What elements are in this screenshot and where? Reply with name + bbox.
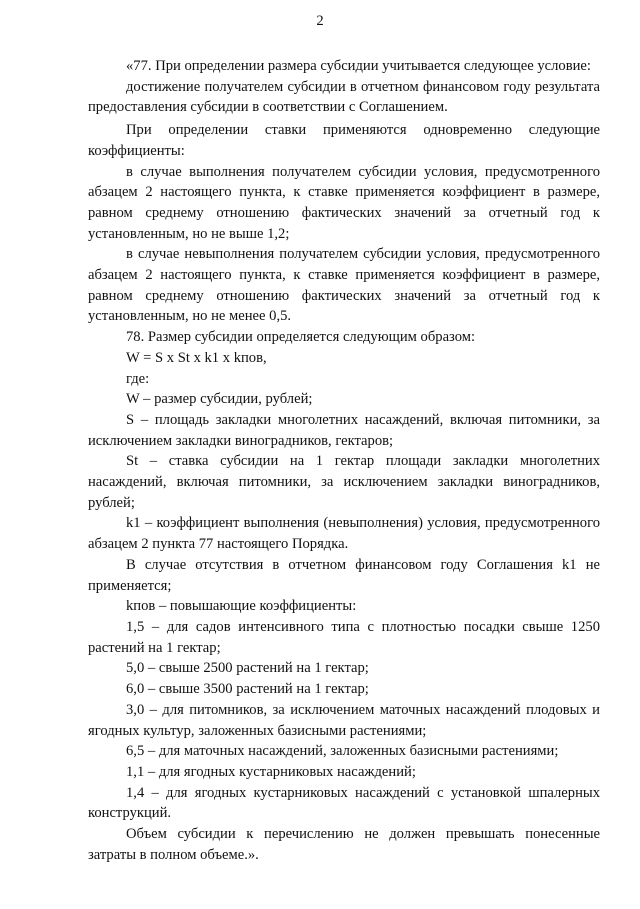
coefficient-3-0: 3,0 – для питомников, за исключением маточных насаждений плодовых и ягодных культур, заложенных базисными растениями; [88, 701, 600, 739]
coefficient-1-4: 1,4 – для ягодных кустарниковых насаждений с установкой шпалерных конструкций. [88, 784, 600, 822]
paragraph-fulfilment: в случае выполнения получателем субсидии условия, предусмотренного абзацем 2 настоящего пункта, к ставке применяется коэффициент в размере, равном среднему отношению фактических значений за отчетный год к установленным, но не выше 1,2; [88, 163, 600, 242]
coefficient-6-5: 6,5 – для маточных насаждений, заложенных базисными растениями; [126, 743, 559, 760]
paragraph-coefficients-intro: При определении ставки применяются одновременно следующие коэффициенты: [88, 122, 600, 159]
paragraph-77-intro: «77. При определении размера субсидии учитывается следующее условие: [126, 58, 591, 74]
definition-kpov: kпов – повышающие коэффициенты: [126, 598, 357, 615]
definition-w: W – размер субсидии, рублей; [126, 391, 313, 408]
definition-k1: k1 – коэффициент выполнения (невыполнения) условия, предусмотренного абзацем 2 пункта 77 настоящего Порядка. [88, 515, 600, 553]
coefficient-6-0: 6,0 – свыше 3500 растений на 1 гектар; [126, 681, 369, 698]
paragraph-condition: достижение получателем субсидии в отчетном финансовом году результата предоставления субсидии в соответствии с Соглашением. [88, 78, 600, 116]
paragraph-subsidy-limit: Объем субсидии к перечислению не должен превышать понесенные затраты в полном объеме.». [88, 826, 600, 863]
paragraph-no-agreement: В случае отсутствия в отчетном финансовом году Соглашения k1 не применяется; [88, 556, 600, 594]
page-number: 2 [316, 13, 324, 29]
paragraph-78-intro: 78. Размер субсидии определяется следующим образом: [126, 329, 476, 346]
coefficient-1-5: 1,5 – для садов интенсивного типа с плотностью посадки свыше 1250 растений на 1 гектар; [88, 618, 600, 656]
coefficient-5-0: 5,0 – свыше 2500 растений на 1 гектар; [126, 660, 369, 677]
formula: W = S x St x k1 x kпов, [126, 349, 267, 366]
paragraph-where: где: [126, 370, 150, 387]
coefficient-1-1: 1,1 – для ягодных кустарниковых насаждений; [126, 763, 416, 780]
definition-st: St – ставка субсидии на 1 гектар площади закладки многолетних насаждений, включая питомники, за исключением закладки виноградников, рублей; [88, 453, 600, 511]
definition-s: S – площадь закладки многолетних насаждений, включая питомники, за исключением закладки виноградников, гектаров; [88, 411, 600, 449]
paragraph-non-fulfilment: в случае невыполнения получателем субсидии условия, предусмотренного абзацем 2 настоящего пункта, к ставке применяется коэффициент в размере, равном среднему отношению фактических значений за отчетный год к установленным, но не менее 0,5. [88, 246, 600, 325]
document-body [88, 56, 600, 865]
